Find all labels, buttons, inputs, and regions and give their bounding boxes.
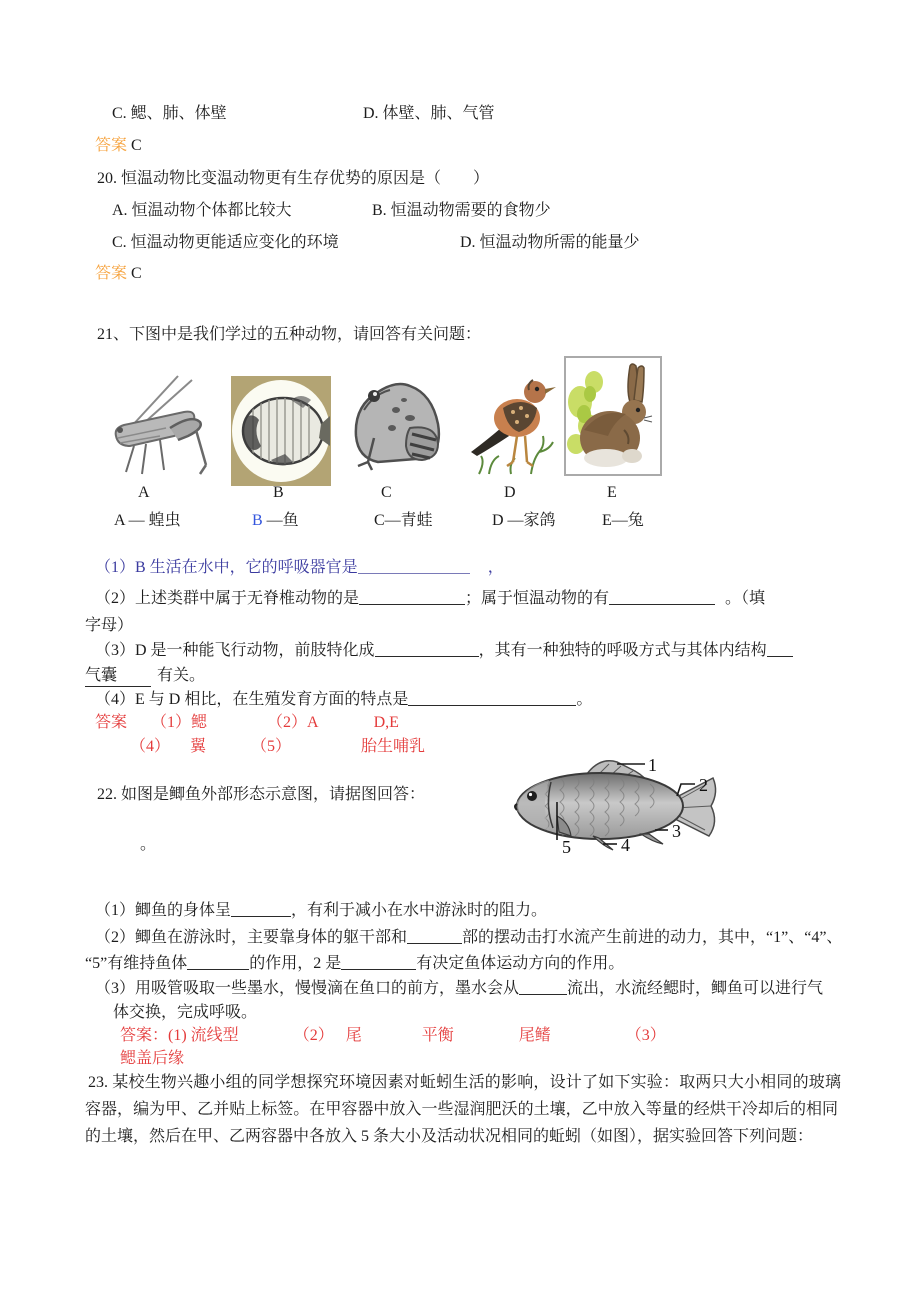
sub1-pre: （1）鲫鱼的身体呈 (95, 902, 232, 919)
fish-label-2: 2 (699, 775, 708, 795)
answer-label: 答案 (95, 265, 128, 282)
fish-label-4: 4 (621, 835, 630, 855)
animal-letter-c: C (381, 484, 392, 501)
sub2-pre: （2）上述类群中属于无脊椎动物的是 (95, 590, 360, 607)
answer-item: (1) 流线型 (168, 1027, 239, 1044)
option-text: C. 鳃、肺、体壁 (112, 105, 227, 122)
option-text: D. 体壁、肺、气管 (363, 105, 495, 122)
sub3-mid: ，其有一种独特的呼吸方式与其体内结构 (478, 642, 767, 659)
sub2-mid: 部的摆动击打水流产生前进的动力，其中，“1”、“4”、 (462, 929, 843, 946)
sub2-pre: （2）鲫鱼在游泳时，主要靠身体的躯干部和 (95, 929, 408, 946)
question19-option-d (363, 104, 495, 124)
blank-underline (231, 902, 291, 917)
answer-value: C (131, 137, 142, 154)
sub1-post: ， (487, 559, 504, 576)
blank-underline (407, 929, 462, 944)
fish-diagram (505, 740, 740, 875)
answer-item: 尾 (345, 1027, 362, 1044)
blank-underline (187, 955, 249, 970)
animal-caption-a: A — 蝗虫 (114, 512, 181, 529)
sub1-text: （1）B 生活在水中，它的呼吸器官是 (95, 559, 358, 576)
blank-underline (408, 691, 576, 706)
blank-underline (767, 642, 793, 657)
answer-item: （2）A (267, 714, 319, 731)
question22-sub1 (95, 901, 547, 921)
bird-image (461, 356, 561, 480)
question23-line2: 容器，编为甲、乙并贴上标签。在甲容器中放入一些湿润肥沃的土壤，乙中放入等量的经烘干冷却后的相同 (85, 1101, 838, 1118)
question22-answer-row1 (120, 1026, 666, 1046)
sub3-post: 流出，水流经鳃时，鲫鱼可以进行气 (567, 980, 824, 997)
answer-item: 胎生哺乳 (361, 738, 426, 755)
sub2-cont-mid: 的作用，2 是 (249, 955, 342, 972)
question20-option-d: D. 恒温动物所需的能量少 (460, 234, 640, 251)
underlined-answer: 气囊 (85, 666, 151, 687)
animal-caption-d: D —家鸽 (492, 512, 556, 529)
sub4-post: 。 (576, 691, 593, 708)
question22-sub2-line2 (85, 954, 624, 974)
fish-b-image (231, 376, 331, 486)
blank-underline (375, 642, 479, 657)
animal-letter-a: A (138, 484, 150, 501)
sub2-post: 。（填 (725, 590, 766, 607)
question20-option-a: A. 恒温动物个体都比较大 (112, 202, 292, 219)
question19-option-c (112, 104, 227, 124)
sub2-cont-post: 有决定鱼体运动方向的作用。 (416, 955, 625, 972)
animal-letter-e: E (607, 484, 617, 501)
answer-item: （3） (625, 1027, 666, 1044)
question20-answer-line (95, 264, 142, 284)
fish-label-1: 1 (648, 755, 657, 775)
answer-label: 答案： (120, 1027, 169, 1044)
question20-option-b: B. 恒温动物需要的食物少 (372, 202, 551, 219)
sub1-post: ，有利于减小在水中游泳时的阻力。 (291, 902, 548, 919)
blank-underline (358, 559, 470, 574)
blank-underline (341, 955, 416, 970)
animal-letter-b: B (273, 484, 284, 501)
sub3-pre: （3）D 是一种能飞行动物，前肢特化成 (95, 642, 375, 659)
question22-sub2-line1 (95, 928, 842, 948)
sub2-mid: ；属于恒温动物的有 (465, 590, 610, 607)
question21-sub3-cont (85, 666, 205, 687)
answer-item: （4） (130, 738, 171, 755)
stray-period: 。 (140, 836, 157, 853)
question21-answer-row2 (130, 737, 425, 757)
answer-value: C (131, 265, 142, 282)
blank-underline (609, 590, 715, 605)
rabbit-image (564, 356, 662, 476)
answer-item: （1）鳃 (151, 714, 208, 731)
animal-caption-e: E—兔 (602, 512, 644, 529)
question21-sub3 (95, 641, 793, 661)
animal-caption-b (252, 511, 299, 531)
answer-item: （5） (251, 738, 292, 755)
question21-sub2-cont: 字母） (85, 617, 134, 634)
fish-label-3: 3 (672, 821, 681, 841)
question21-stem: 21、下图中是我们学过的五种动物，请回答有关问题： (97, 326, 482, 343)
question20-stem: 20. 恒温动物比变温动物更有生存优势的原因是（ ） (97, 170, 490, 187)
fish-label-5: 5 (562, 837, 571, 857)
question22-sub3-line1 (95, 979, 823, 999)
answer-label: 答案 (95, 714, 128, 731)
question21-sub1 (95, 558, 504, 578)
animal-caption-c: C—青蛙 (374, 512, 433, 529)
question21-answer-row1 (95, 713, 399, 733)
question23-line1: 23. 某校生物兴趣小组的同学想探究环境因素对蚯蚓生活的影响，设计了如下实验：取两只大小相同的玻璃 (88, 1074, 841, 1091)
question19-answer-line (95, 136, 142, 156)
answer-item: （2） (293, 1027, 334, 1044)
answer-item: 尾鳍 (518, 1027, 551, 1044)
caption-b-rest: —鱼 (262, 512, 299, 529)
sub3-pre: （3）用吸管吸取一些墨水，慢慢滴在鱼口的前方，墨水会从 (95, 980, 520, 997)
answer-item: D,E (373, 714, 399, 731)
question22-sub3-line2: 体交换，完成呼吸。 (113, 1004, 258, 1021)
question20-option-c: C. 恒温动物更能适应变化的环境 (112, 234, 339, 251)
answer-label: 答案 (95, 137, 128, 154)
question22-answer-row2: 鳃盖后缘 (120, 1050, 185, 1067)
question23-line3: 的土壤，然后在甲、乙两容器中各放入 5 条大小及活动状况相同的蚯蚓（如图），据实验回答下列问题： (85, 1128, 814, 1145)
question21-sub2 (95, 589, 765, 609)
question22-stem: 22. 如图是鲫鱼外部形态示意图，请据图回答： (97, 786, 426, 803)
animal-letter-d: D (504, 484, 516, 501)
question21-sub4 (95, 690, 592, 710)
sub2-cont-pre: “5”有维持鱼体 (85, 955, 188, 972)
grasshopper-image (100, 370, 228, 488)
caption-b-letter: B (252, 512, 263, 529)
frog-image (344, 366, 448, 480)
sub4-pre: （4）E 与 D 相比，在生殖发育方面的特点是 (95, 691, 409, 708)
blank-underline (519, 980, 567, 995)
blank-underline (359, 590, 465, 605)
sub3-post: 有关。 (157, 667, 206, 684)
answer-item: 平衡 (421, 1027, 454, 1044)
answer-item: 翼 (190, 738, 207, 755)
